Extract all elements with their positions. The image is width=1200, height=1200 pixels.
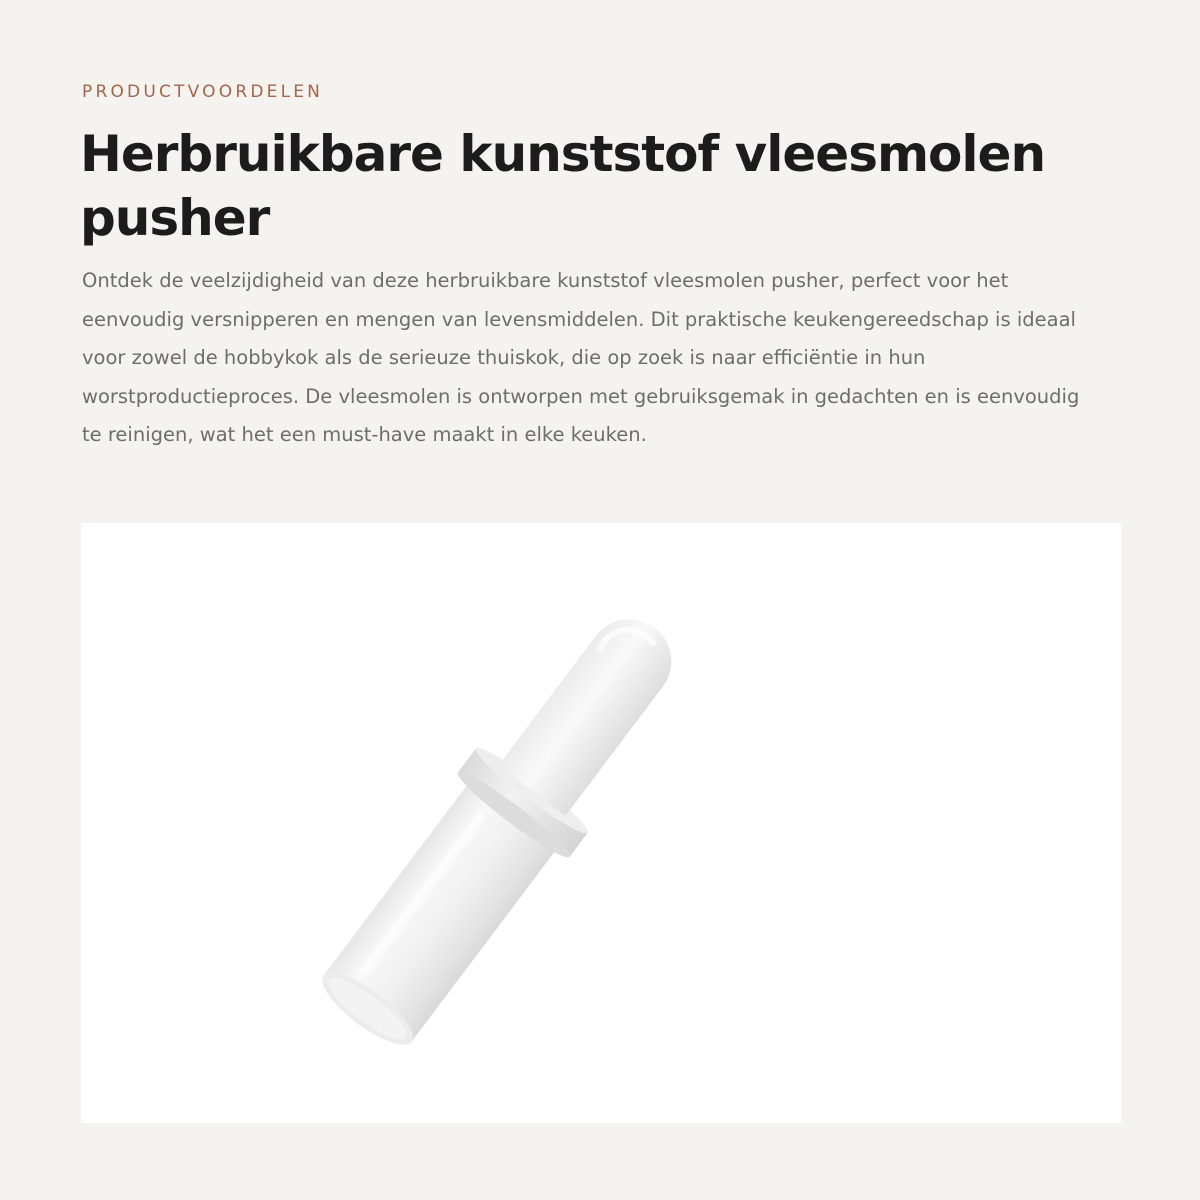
product-image-panel xyxy=(81,523,1121,1123)
meat-grinder-pusher-image xyxy=(81,523,1121,1123)
page-title: Herbruikbare kunststof vleesmolen pusher xyxy=(80,125,1046,247)
eyebrow-label: PRODUCTVOORDELEN xyxy=(82,82,324,102)
product-description: Ontdek de veelzijdigheid van deze herbruikbare kunststof vleesmolen pusher, perfect voor het eenvoudig versnipperen en mengen van levensmiddelen. Dit praktische keukengereedschap is ideaal voor zowel de hobbykok als de serieuze thuiskok, die op zoek is naar efficiëntie in hun worstproductieproces. De vleesmolen is ontworpen met gebruiksgemak in gedachten en is eenvoudig te reinigen, wat het een must-have maakt in elke keuken. xyxy=(82,269,1080,447)
